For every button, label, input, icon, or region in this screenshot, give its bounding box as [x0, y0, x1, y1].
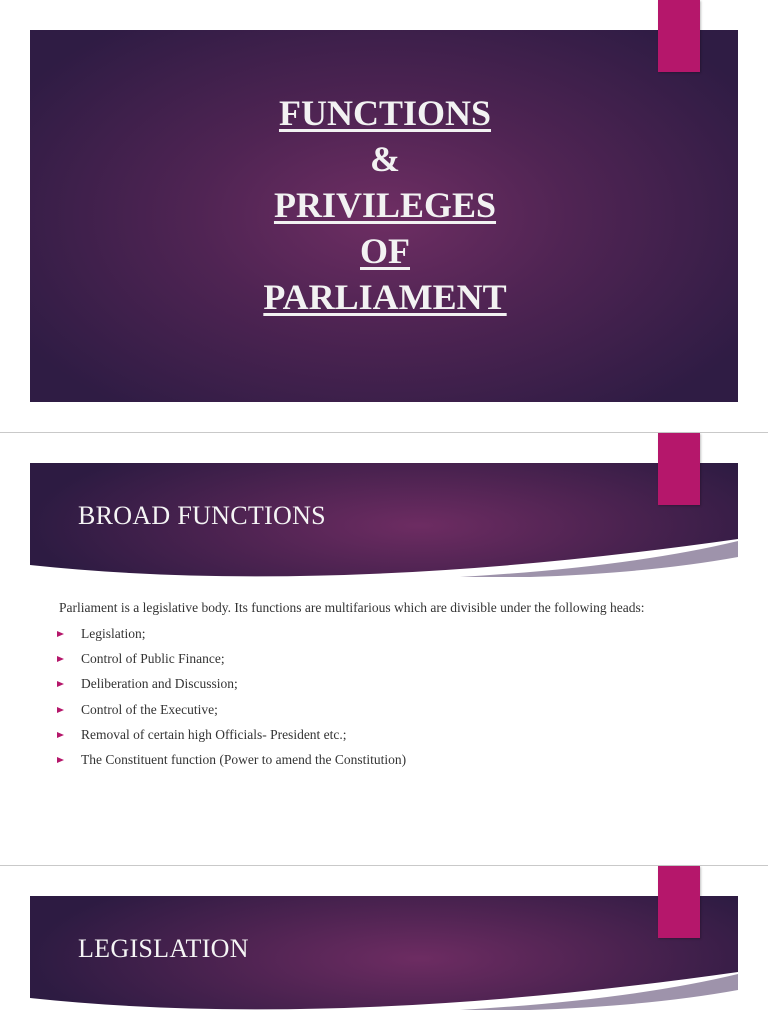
arrow-bullet-icon — [57, 707, 64, 713]
banner-wave — [30, 970, 738, 1010]
list-item — [59, 676, 739, 701]
bullet-list — [59, 626, 739, 777]
title-panel — [30, 30, 738, 402]
list-item — [59, 626, 739, 651]
slide-heading: LEGISLATION — [78, 934, 249, 963]
list-item-text: The Constituent function (Power to amend the Constitution) — [81, 751, 407, 767]
broad-functions-slide — [0, 433, 768, 865]
slide-title — [65, 90, 705, 320]
arrow-bullet-icon — [57, 732, 64, 738]
list-item — [59, 702, 739, 727]
title-line-1: FUNCTIONS — [278, 93, 492, 133]
list-item — [59, 727, 739, 752]
arrow-bullet-icon — [57, 631, 64, 637]
slide-body — [59, 600, 739, 777]
list-item-text: Legislation; — [81, 626, 146, 641]
arrow-bullet-icon — [57, 656, 64, 662]
accent-tab — [658, 0, 700, 72]
title-line-3: PRIVILEGES — [273, 185, 497, 225]
accent-tab — [658, 866, 700, 938]
header-banner — [30, 463, 738, 577]
title-slide — [0, 0, 768, 432]
arrow-bullet-icon — [57, 681, 64, 687]
intro-text: Parliament is a legislative body. Its functions are multifarious which are divisible under the following heads: — [59, 600, 645, 615]
list-item — [59, 651, 739, 676]
title-line-4: OF — [360, 231, 410, 271]
list-item-text: Control of Public Finance; — [81, 651, 225, 667]
title-line-2: & — [370, 139, 400, 179]
title-line-5: PARLIAMENT — [263, 277, 507, 317]
list-item-text: Deliberation and Discussion; — [81, 676, 238, 692]
accent-tab — [658, 433, 700, 505]
legislation-slide — [0, 866, 768, 1024]
slide-heading: BROAD FUNCTIONS — [78, 501, 326, 530]
list-item-text: Removal of certain high Officials- President etc.; — [81, 726, 347, 742]
arrow-bullet-icon — [57, 757, 64, 763]
header-banner — [30, 896, 738, 1010]
banner-wave — [30, 537, 738, 577]
list-item-text: Control of the Executive; — [81, 701, 218, 717]
list-item — [59, 752, 739, 777]
